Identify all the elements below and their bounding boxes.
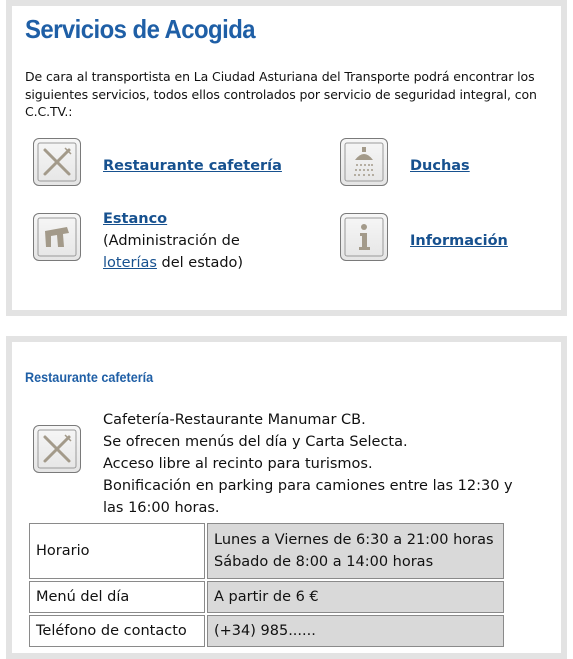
restaurant-section-title: Restaurante cafetería <box>25 369 154 385</box>
description-line: las 16:00 horas. <box>103 500 220 516</box>
restaurant-panel-body <box>12 342 561 653</box>
information-link[interactable]: Información <box>410 233 508 249</box>
description-line: Acceso libre al recinto para turismos. <box>103 456 373 472</box>
description-line: Se ofrecen menús del día y Carta Selecta. <box>103 434 408 450</box>
row-value <box>207 615 504 647</box>
table-row <box>29 615 504 647</box>
tobacco-shop-note-line1: (Administración de <box>103 233 240 249</box>
tobacco-shop-link[interactable]: Estanco <box>103 211 168 227</box>
services-panel <box>6 0 567 316</box>
tobacco-shop-icon-box[interactable] <box>33 213 81 261</box>
restaurant-detail-icon-box <box>33 425 81 473</box>
value-line: (+34) 985...... <box>214 623 316 639</box>
restaurant-description <box>103 409 523 519</box>
restaurant-link[interactable]: Restaurante cafetería <box>103 158 282 174</box>
page-title: Servicios de Acogida <box>25 14 256 44</box>
cutlery-icon <box>37 429 77 469</box>
value-line: Sábado de 8:00 a 14:00 horas <box>214 554 434 570</box>
restaurant-icon-box[interactable] <box>33 138 81 186</box>
tobacco-shop-note-line2 <box>103 255 243 271</box>
row-key: Menú del día <box>29 581 205 613</box>
table-row <box>29 523 504 579</box>
table-row <box>29 581 504 613</box>
description-line: Bonificación en parking para camiones entre las 12:30 y <box>103 478 513 494</box>
intro-text: De cara al transportista en La Ciudad Asturiana del Transporte podrá encontrar los siguientes servicios, todos ellos controlados por servicio de seguridad integral, con C.C.TV.: <box>25 69 537 119</box>
info-icon <box>344 217 384 257</box>
row-value <box>207 581 504 613</box>
shower-icon <box>344 142 384 182</box>
cutlery-icon <box>37 142 77 182</box>
description-line: Cafetería-Restaurante Manumar CB. <box>103 412 366 428</box>
row-key: Horario <box>29 523 205 579</box>
tobacco-shop-note-rest: del estado) <box>156 255 244 271</box>
value-line: Lunes a Viernes de 6:30 a 21:00 horas <box>214 532 494 548</box>
shower-link[interactable]: Duchas <box>410 158 470 174</box>
tobacco-shop-icon <box>37 217 77 257</box>
row-key: Teléfono de contacto <box>29 615 205 647</box>
restaurant-panel <box>6 336 567 659</box>
services-panel-body <box>12 6 561 310</box>
row-value <box>207 523 504 579</box>
info-icon-box[interactable] <box>340 213 388 261</box>
restaurant-info-table <box>27 521 506 649</box>
shower-icon-box[interactable] <box>340 138 388 186</box>
value-line: A partir de 6 € <box>214 589 319 605</box>
lotteries-link[interactable]: loterías <box>103 255 157 271</box>
